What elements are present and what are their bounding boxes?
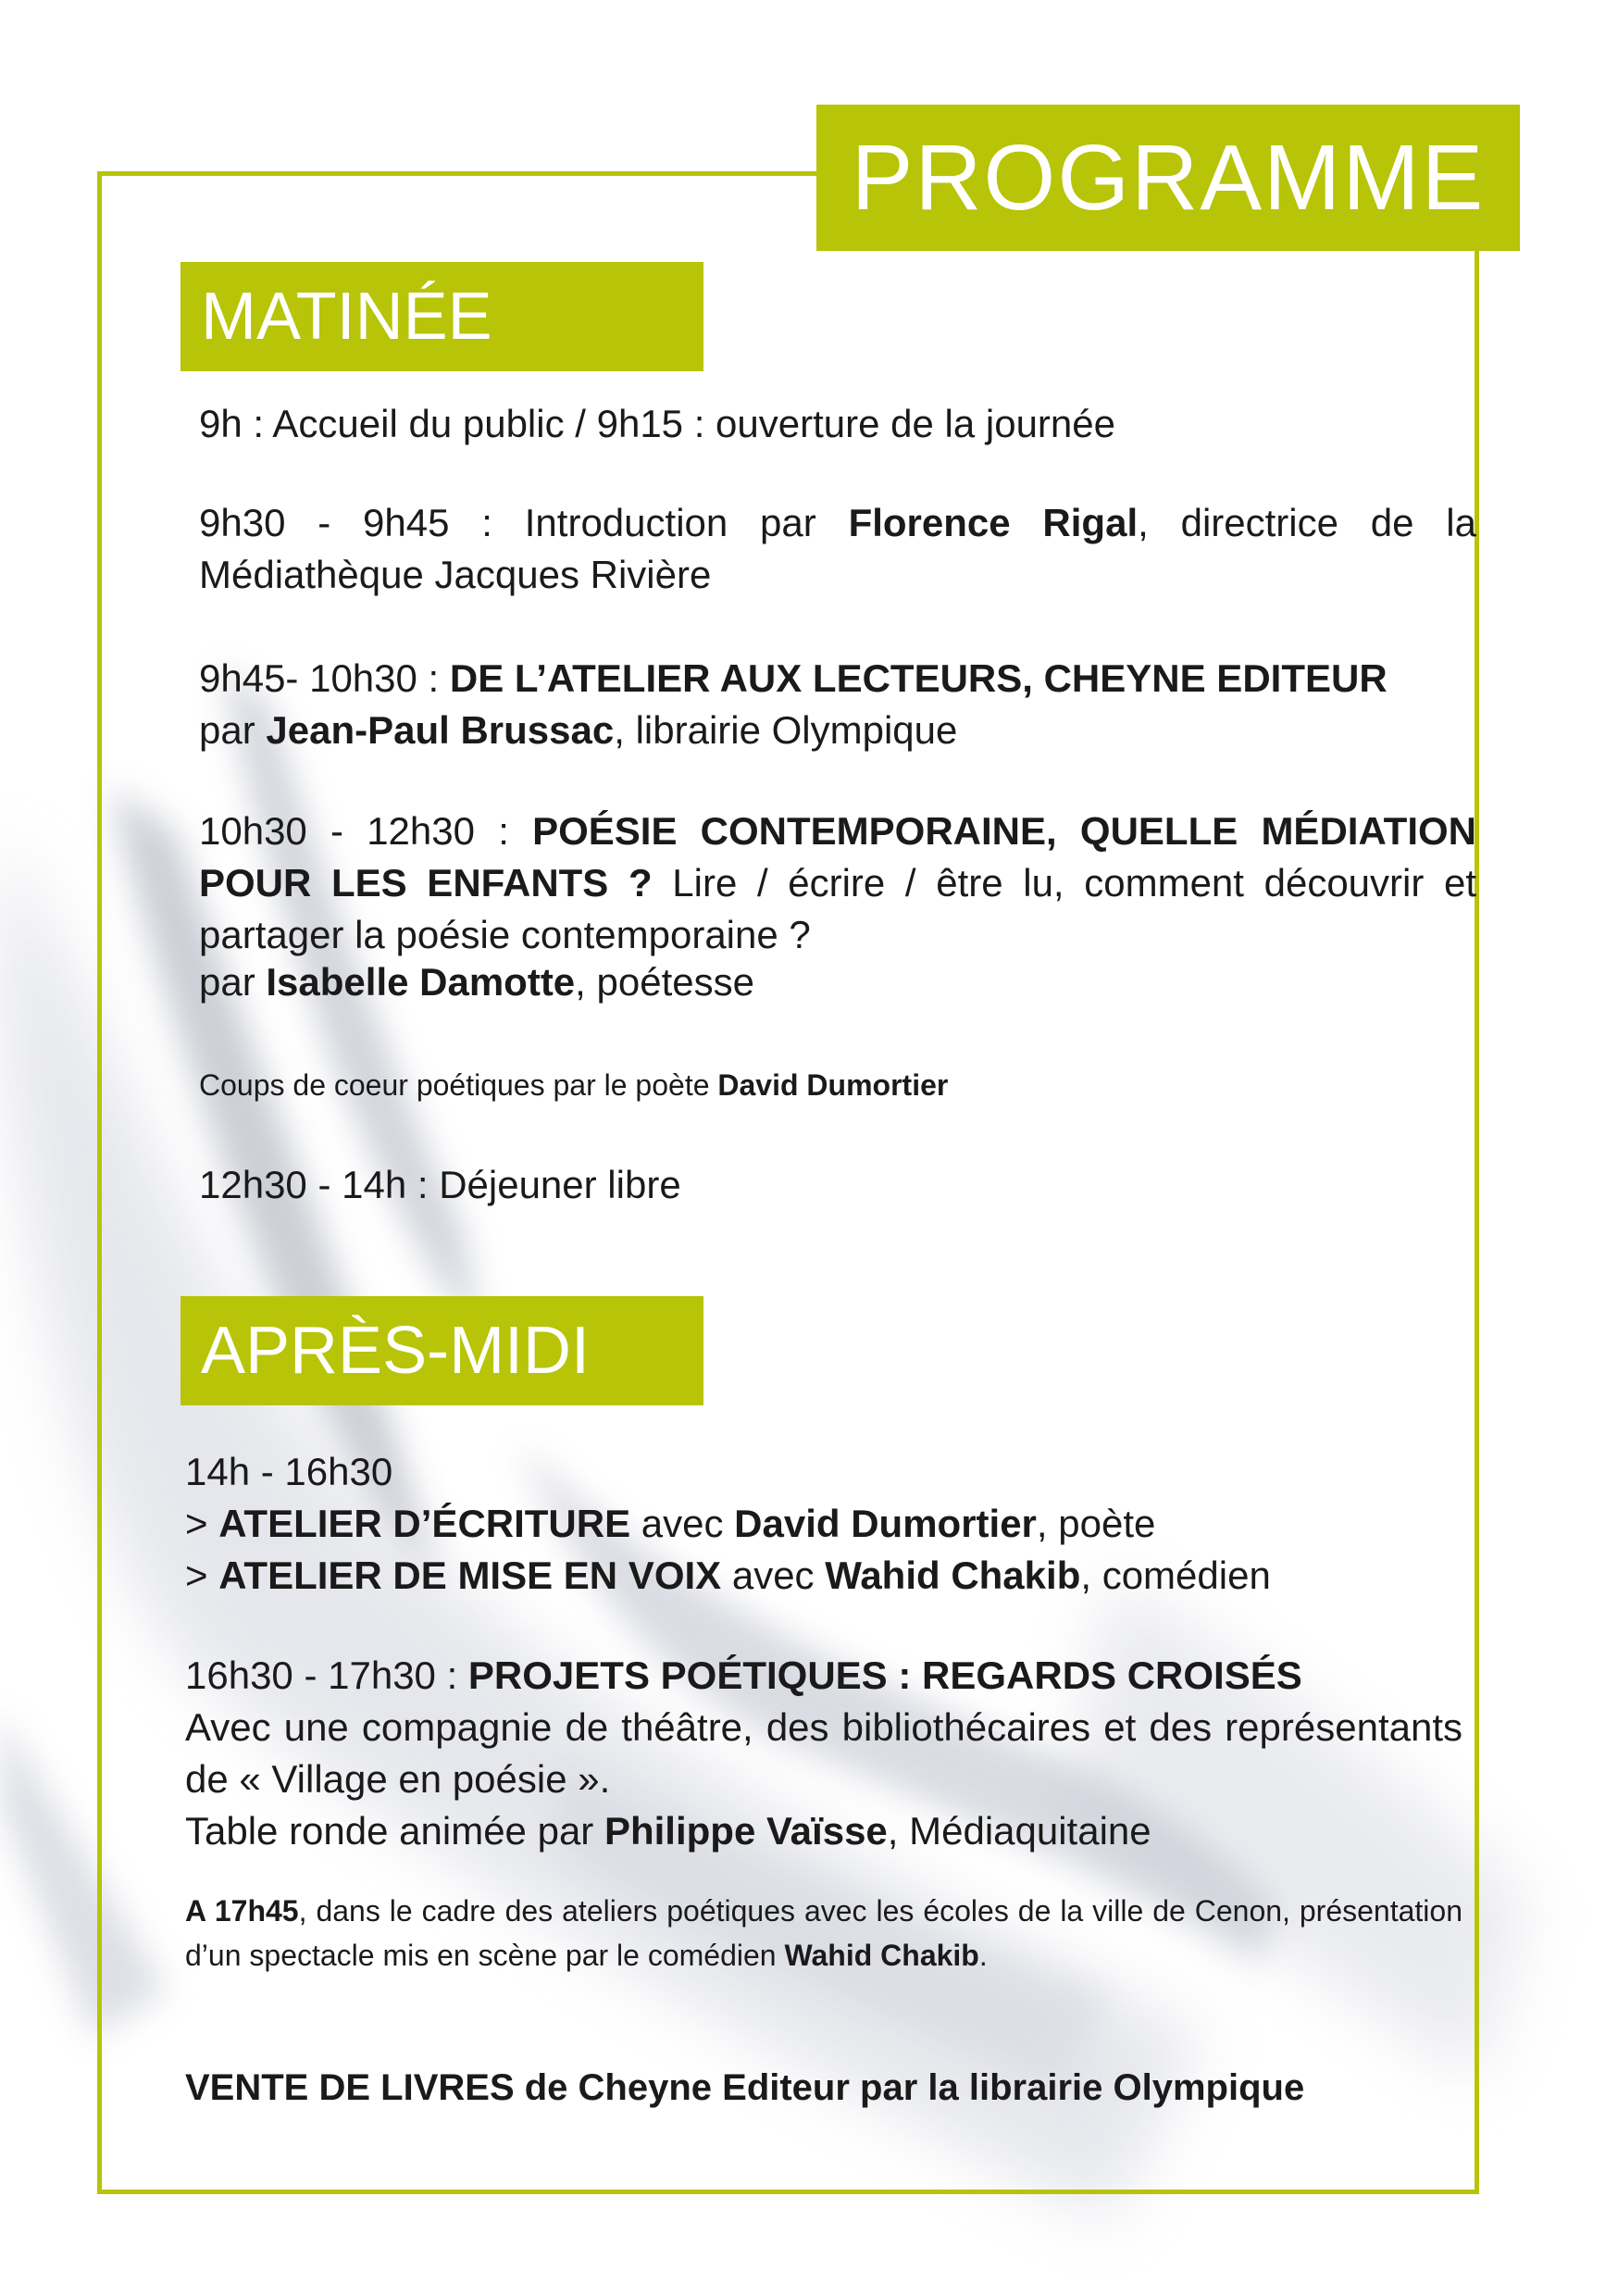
atelier-lecteurs-title: DE L’ATELIER AUX LECTEURS, CHEYNE EDITEUR [449, 656, 1388, 700]
projets-description: Avec une compagnie de théâtre, des bibliothécaires et des représentants de « Village en poésie ». [185, 1705, 1462, 1801]
speaker-role: , poète [1036, 1502, 1156, 1545]
vente-de-livres [185, 2063, 1462, 2113]
introduction-time: 9h30 - 9h45 : Introduction par [199, 501, 849, 544]
bullet-prefix: > [185, 1502, 219, 1545]
projets-title: PROJETS POÉTIQUES : REGARDS CROISÉS [467, 1653, 1302, 1697]
poesie-time: 10h30 - 12h30 : [199, 809, 533, 853]
poesie-title: POÉSIE CONTEMPORAINE, QUELLE MÉDIATION POUR LES ENFANTS ? [199, 809, 1476, 905]
section-heading-matinee: MATINÉE [180, 262, 703, 371]
vente-text: VENTE DE LIVRES de Cheyne Editeur par la librairie Olympique [185, 2067, 1305, 2108]
ateliers-time: 14h - 16h30 [185, 1450, 393, 1493]
poet-name: David Dumortier [717, 1068, 949, 1102]
projets-title-line [185, 1650, 1462, 1702]
atelier-ecriture-line [185, 1498, 1462, 1550]
actor-name: Wahid Chakib [784, 1939, 979, 1972]
speaker-affiliation: , librairie Olympique [614, 708, 958, 752]
atelier-ecriture-title: ATELIER D’ÉCRITURE [218, 1502, 631, 1545]
atelier-lecteurs-time: 9h45- 10h30 : [199, 656, 450, 700]
atelier-voix-line [185, 1550, 1462, 1602]
moderator-org: , Médiaquitaine [887, 1809, 1151, 1853]
speaker-name: Isabelle Damotte [266, 960, 576, 1004]
speaker-role: , comédien [1080, 1554, 1271, 1597]
speaker-name: David Dumortier [734, 1502, 1037, 1545]
moderator-name: Philippe Vaïsse [604, 1809, 888, 1853]
page-title: PROGRAMME [816, 105, 1520, 251]
apres-midi-item-ateliers [185, 1446, 1462, 1602]
with-label: avec [630, 1502, 735, 1545]
matinee-item-accueil [199, 398, 1476, 450]
matinee-item-atelier-lecteurs [199, 653, 1476, 756]
poesie-speaker-line [199, 956, 1476, 1008]
atelier-lecteurs-speaker-line [199, 705, 1476, 756]
accueil-text: 9h : Accueil du public / 9h15 : ouverture de la journée [199, 402, 1115, 445]
by-label: par [199, 960, 267, 1004]
coups-de-coeur-text: Coups de coeur poétiques par le poète [199, 1068, 718, 1102]
spectacle-time: A 17h45 [185, 1894, 299, 1928]
speaker-name: Florence Rigal [848, 501, 1139, 544]
apres-midi-item-projets [185, 1650, 1462, 1857]
speaker-name: Wahid Chakib [825, 1554, 1081, 1597]
matinee-item-introduction [199, 497, 1476, 601]
sentence-end: . [978, 1939, 988, 1972]
matinee-item-dejeuner [199, 1159, 1476, 1211]
table-ronde-label: Table ronde animée par [185, 1809, 604, 1853]
introduction-detail: , directrice de la Médiathèque Jacques Rivière [199, 501, 1476, 596]
atelier-voix-title: ATELIER DE MISE EN VOIX [218, 1554, 722, 1597]
atelier-lecteurs-line [199, 653, 1476, 705]
matinee-item-poesie-contemporaine [199, 805, 1476, 961]
by-label: par [199, 708, 267, 752]
poesie-description: Lire / écrire / être lu, comment découvrir et partager la poésie contemporaine ? [199, 861, 1477, 956]
dejeuner-text: 12h30 - 14h : Déjeuner libre [199, 1163, 681, 1206]
projets-time: 16h30 - 17h30 : [185, 1653, 468, 1697]
section-heading-apres-midi: APRÈS-MIDI [180, 1296, 703, 1405]
matinee-item-coups-de-coeur [199, 1063, 1476, 1107]
apres-midi-item-spectacle [185, 1889, 1462, 1978]
bullet-prefix: > [185, 1554, 219, 1597]
speaker-name: Jean-Paul Brussac [266, 708, 615, 752]
speaker-role: , poétesse [575, 960, 754, 1004]
table-ronde-line [185, 1805, 1462, 1857]
with-label: avec [721, 1554, 826, 1597]
spectacle-description: , dans le cadre des ateliers poétiques avec les écoles de la ville de Cenon, présentation d’un spectacle mis en scène par le comédien [185, 1894, 1463, 1972]
